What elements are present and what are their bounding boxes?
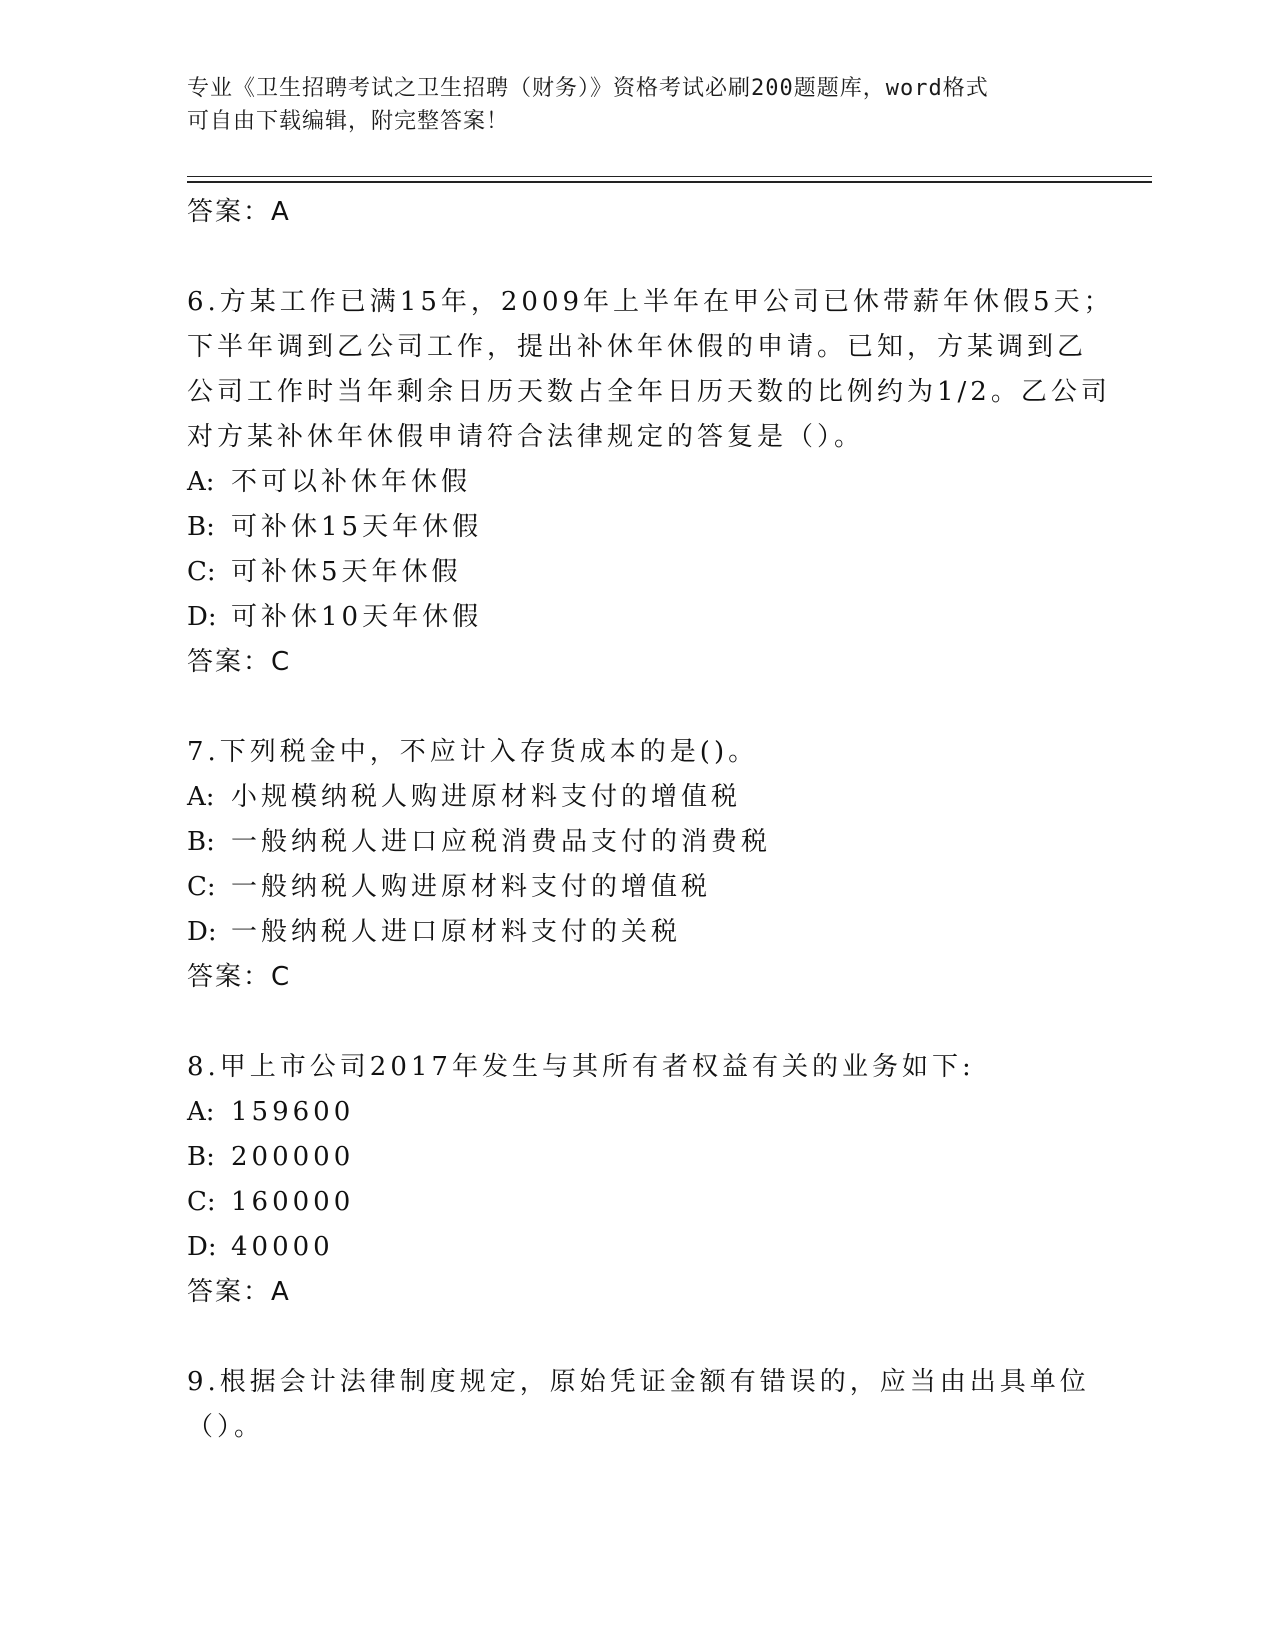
option-letter: A: [187,1097,215,1127]
question-9 [187,1360,1090,1450]
option-text: 40000 [231,1232,334,1262]
question-stem-line: 下半年调到乙公司工作，提出补休年休假的申请。已知，方某调到乙 [187,332,1088,362]
header-divider-thick [187,181,1152,183]
option-b [187,820,1087,865]
option-text: 200000 [231,1142,355,1172]
question-stem-line: 公司工作时当年剩余日历天数占全年日历天数的比例约为1/2。乙公司 [187,377,1111,407]
question-stem-line: 9.根据会计法律制度规定，原始凭证金额有错误的，应当由出具单位 [187,1367,1090,1397]
option-text: 可补休10天年休假 [231,602,483,632]
option-letter: B: [187,512,215,542]
option-b [187,1135,1087,1180]
spacer [187,235,1087,280]
option-d [187,1225,1087,1270]
option-text: 一般纳税人进口原材料支付的关税 [231,917,682,947]
option-d [187,910,1087,955]
question-answer: 答案：C [187,647,292,677]
spacer [187,685,1087,730]
option-b [187,505,1087,550]
question-8 [187,1045,1087,1315]
document-header [187,72,1087,138]
option-letter: B: [187,1142,215,1172]
option-letter: A: [187,782,215,812]
question-stem-line: 6.方某工作已满15年，2009年上半年在甲公司已休带薪年休假5天； [187,287,1114,317]
option-d [187,595,1087,640]
option-letter: A: [187,467,215,497]
header-line-1: 专业《卫生招聘考试之卫生招聘（财务）》资格考试必刷200题题库，word格式 [187,76,989,101]
option-letter: D: [187,917,217,947]
question-answer: 答案：A [187,1277,291,1307]
option-letter: D: [187,602,217,632]
option-text: 一般纳税人购进原材料支付的增值税 [231,872,712,902]
option-c [187,865,1087,910]
option-text: 小规模纳税人购进原材料支付的增值税 [231,782,742,812]
spacer [187,1000,1087,1045]
option-text: 一般纳税人进口应税消费品支付的消费税 [231,827,772,857]
option-text: 160000 [231,1187,355,1217]
option-text: 可补休5天年休假 [231,557,462,587]
option-letter: C: [187,1187,216,1217]
spacer [187,1315,1087,1360]
option-letter: C: [187,557,216,587]
question-stem-line: 对方某补休年休假申请符合法律规定的答复是（）。 [187,422,865,452]
option-a [187,1090,1087,1135]
option-text: 159600 [231,1097,355,1127]
option-a [187,460,1087,505]
question-answer: 答案：C [187,962,292,992]
question-list [187,190,1114,1450]
option-c [187,1180,1087,1225]
question-stem-line: （）。 [187,1412,265,1442]
header-line-2: 可自由下载编辑，附完整答案！ [187,109,510,134]
question-stem-line: 7.下列税金中，不应计入存货成本的是()。 [187,737,759,767]
previous-answer: 答案：A [187,197,291,227]
option-letter: C: [187,872,216,902]
option-letter: B: [187,827,215,857]
option-a [187,775,1087,820]
question-stem-line: 8.甲上市公司2017年发生与其所有者权益有关的业务如下: [187,1052,975,1082]
header-divider-thin [187,176,1152,177]
question-7 [187,730,1087,1000]
option-letter: D: [187,1232,217,1262]
option-c [187,550,1087,595]
option-text: 可补休15天年休假 [231,512,483,542]
option-text: 不可以补休年休假 [231,467,472,497]
question-6 [187,280,1114,685]
